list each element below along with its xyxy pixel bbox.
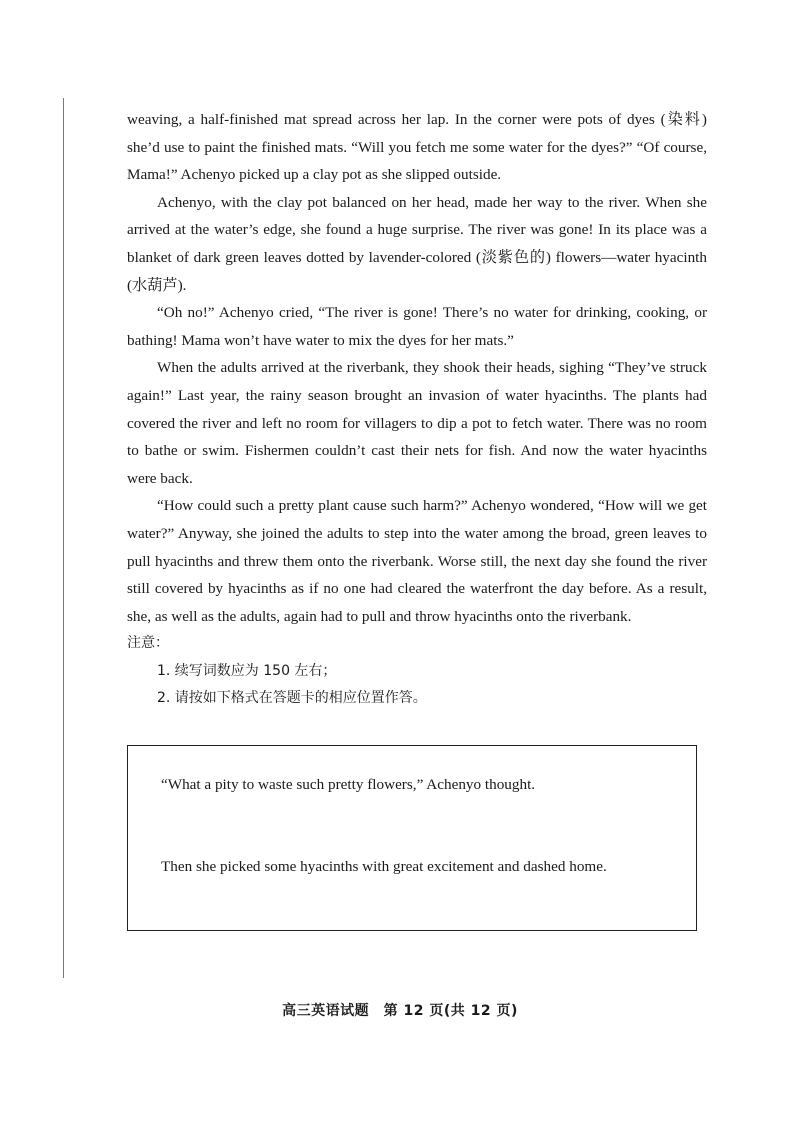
passage-paragraph-5: “How could such a pretty plant cause such harm?” Achenyo wondered, “How will we get water?” Anyway, she joined the adults to step into the water among the broad, green leaves to pull hyacinths and threw them onto the riverbank. Worse still, the next day she found the river still covered by hyacinths as if no one had cleared the waterfront the day before. As a result, she, as well as the adults, again had to pull and throw hyacinths onto the riverbank. xyxy=(127,497,707,625)
answer-box-line-1: “What a pity to waste such pretty flowers,” Achenyo thought. xyxy=(161,776,536,793)
passage-paragraph-2: Achenyo, with the clay pot balanced on her head, made her way to the river. When she arrived at the water’s edge, she found a huge surprise. The river was gone! In its place was a blanket of dark green leaves dotted by lavender-colored (淡紫色的) flowers—water hyacinth (水葫芦). xyxy=(127,193,707,294)
passage-paragraph-4: When the adults arrived at the riverbank, they shook their heads, sighing “They’ve struck again!” Last year, the rainy season brought an invasion of water hyacinths. The plants had covered the river and left no room for villagers to dip a pot to fetch water. There was no room to bathe or swim. Fishermen couldn’t cast their nets for fish. And now the water hyacinths were back. xyxy=(127,359,707,487)
passage-paragraph-1: weaving, a half-finished mat spread across her lap. In the corner were pots of dyes (染料) she’d use to paint the finished mats. “Will you fetch me some water for the dyes?” “Of course, Mama!” Achenyo picked up a clay pot as she slipped outside. xyxy=(127,111,707,184)
note-item-2: 2. 请按如下格式在答题卡的相应位置作答。 xyxy=(157,690,427,707)
answer-box-line-2: Then she picked some hyacinths with great excitement and dashed home. xyxy=(161,858,607,875)
answer-format-box xyxy=(127,745,697,931)
passage xyxy=(127,106,707,713)
page-footer: 高三英语试题 第 12 页(共 12 页) xyxy=(282,1003,518,1019)
notes-title: 注意： xyxy=(127,635,169,652)
left-margin-rule xyxy=(63,98,64,978)
note-item-1: 1. 续写词数应为 150 左右； xyxy=(157,662,337,679)
passage-paragraph-3: “Oh no!” Achenyo cried, “The river is gone! There’s no water for drinking, cooking, or bathing! Mama won’t have water to mix the dyes for her mats.” xyxy=(127,304,707,349)
